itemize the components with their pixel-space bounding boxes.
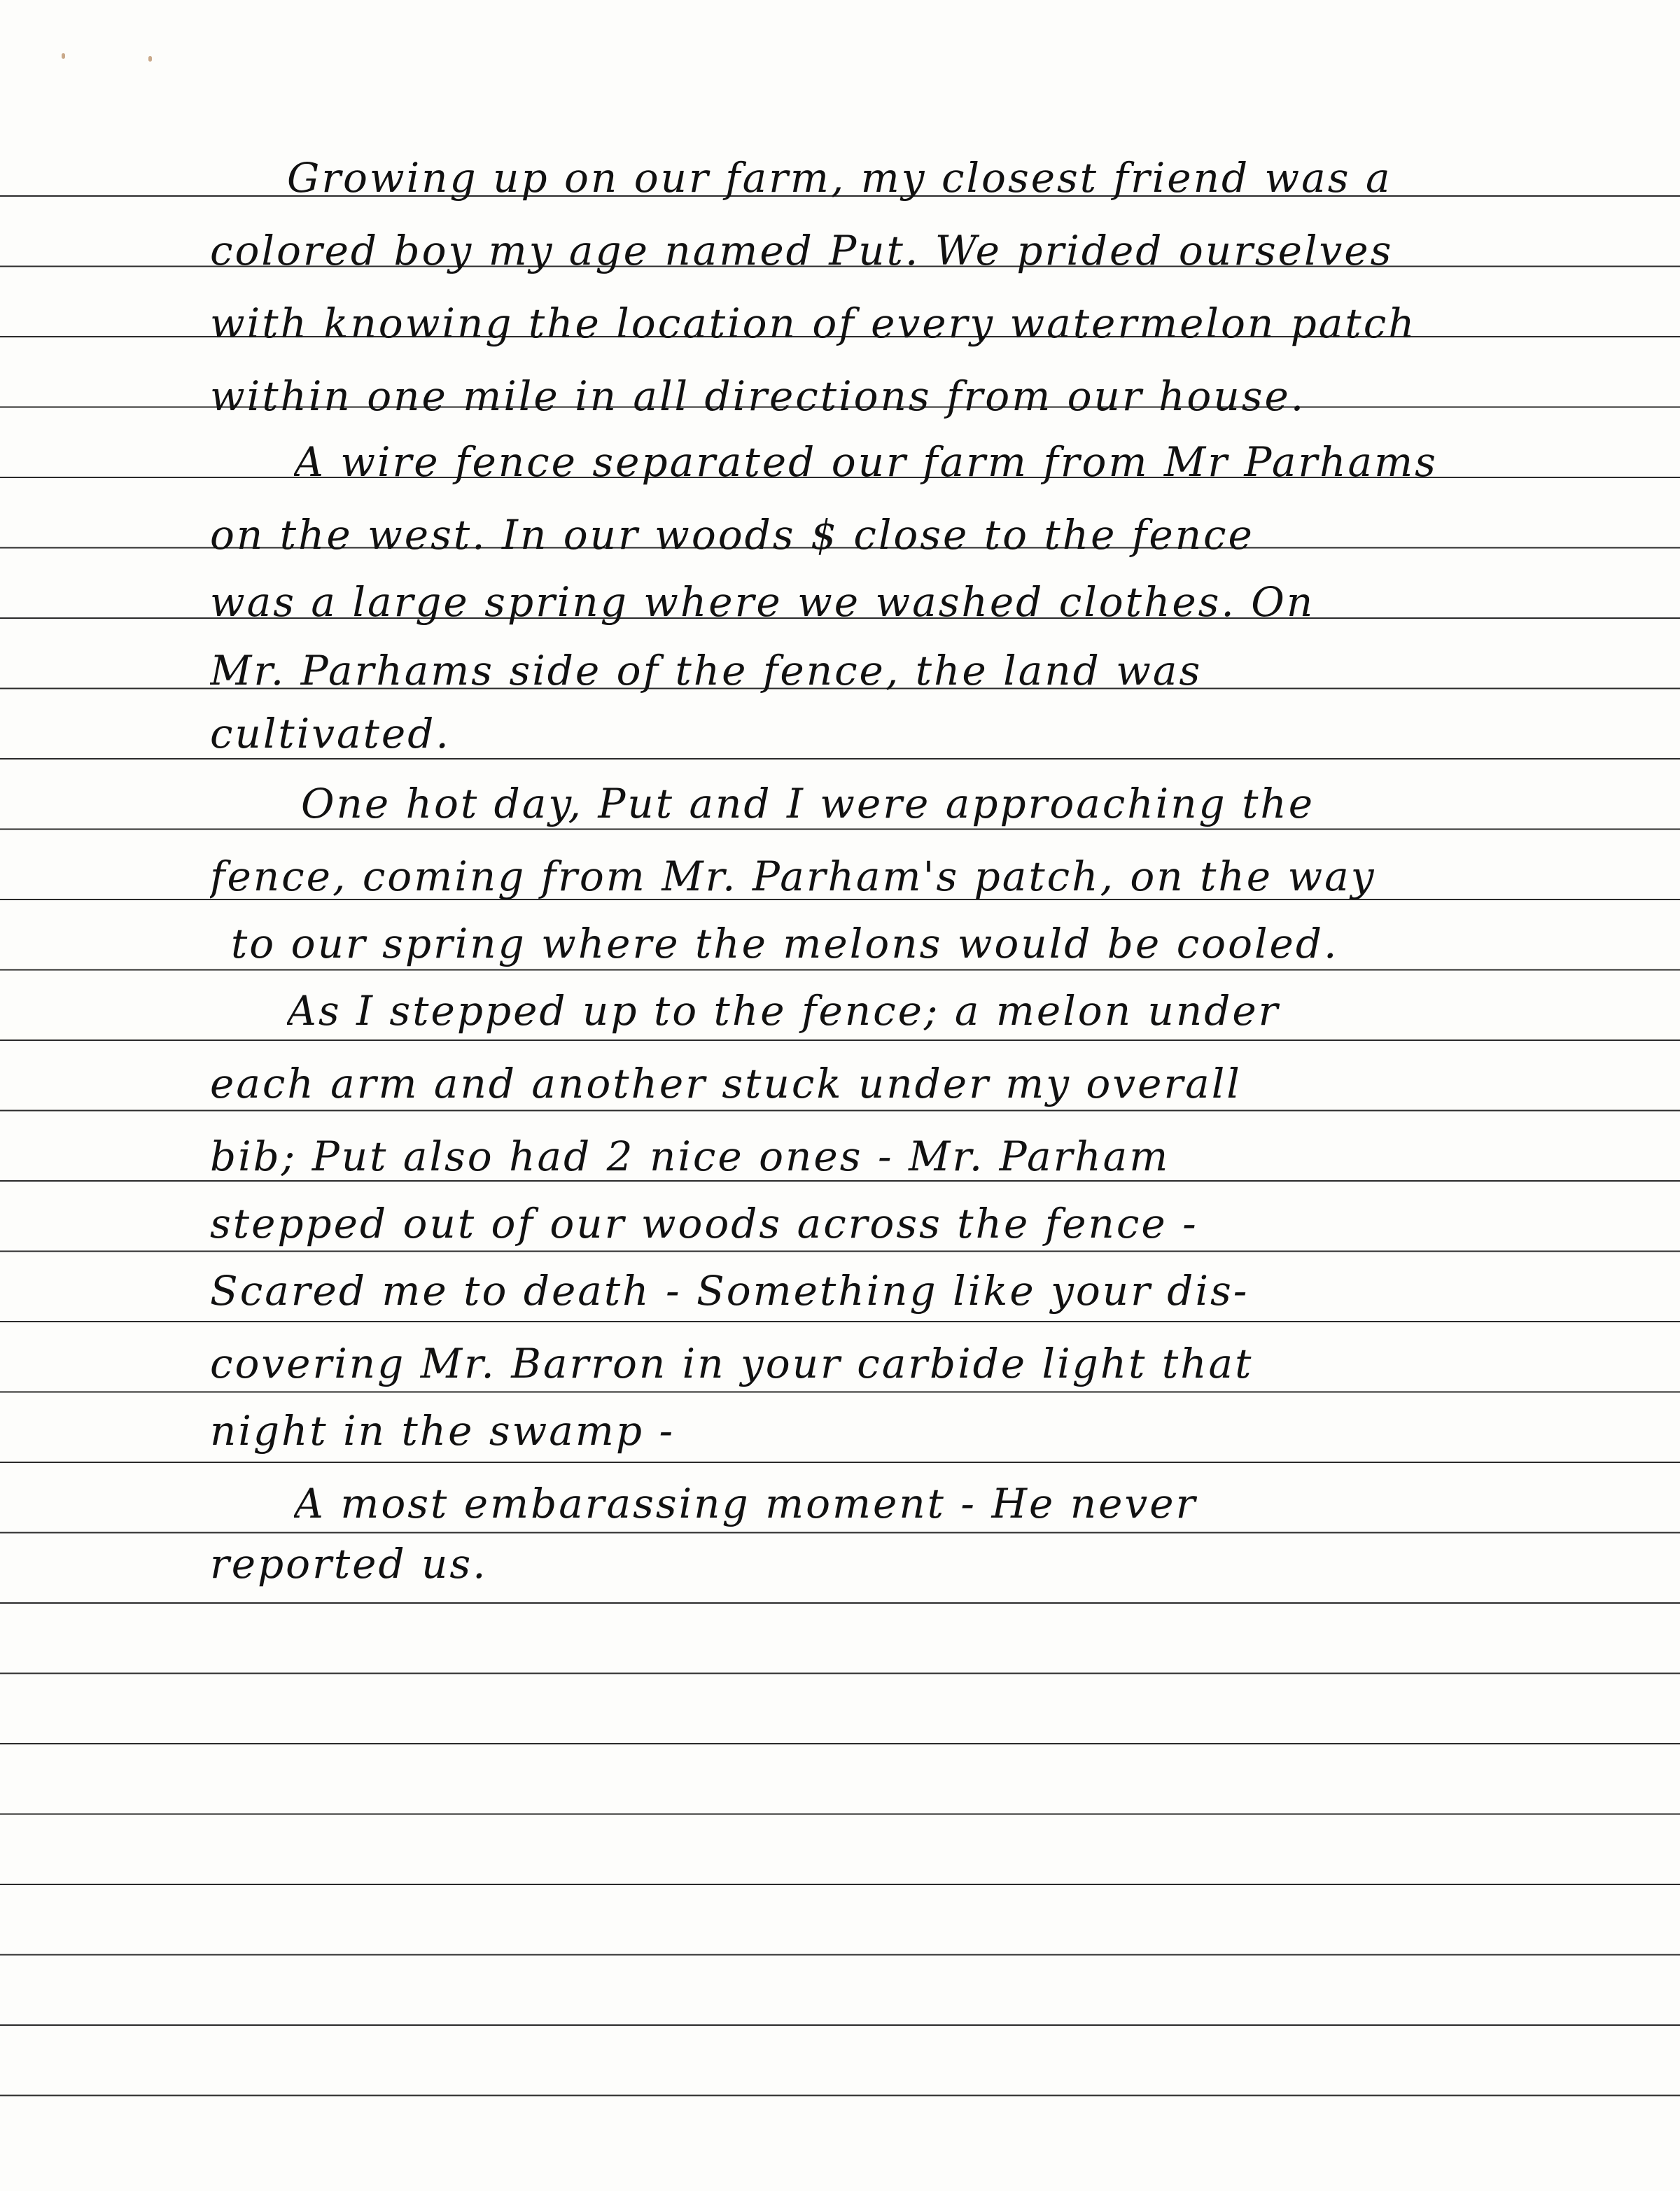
text-line: A most embarassing moment - He never [294,1480,1198,1527]
text-line: Mr. Parhams side of the fence, the land was [210,647,1203,694]
text-line: was a large spring where we washed clothes. On [210,578,1315,626]
text-line: bib; Put also had 2 nice ones - Mr. Parham [210,1133,1170,1180]
text-line: cultivated. [210,710,451,757]
text-line: A wire fence separated our farm from Mr Parhams [294,438,1438,486]
text-line: fence, coming from Mr. Parham's patch, on the way [210,853,1376,900]
text-line: One hot day, Put and I were approaching the [301,780,1315,827]
text-line: colored boy my age named Put. We prided ourselves [210,227,1394,274]
text-line: As I stepped up to the fence; a melon under [287,987,1280,1035]
text-line: to our spring where the melons would be cooled. [231,920,1339,967]
text-line: stepped out of our woods across the fence - [210,1200,1198,1247]
text-line: within one mile in all directions from our house. [210,372,1306,420]
text-line: reported us. [210,1540,488,1588]
text-line: on the west. In our woods $ close to the fence [210,511,1254,559]
text-line: Growing up on our farm, my closest friend was a [287,154,1392,202]
text-line: Scared me to death - Something like your dis- [210,1267,1250,1315]
text-line: each arm and another stuck under my overall [210,1060,1242,1107]
text-line: night in the swamp - [210,1407,676,1455]
text-line: covering Mr. Barron in your carbide light that [210,1340,1254,1387]
text-line: with knowing the location of every watermelon patch [210,300,1417,347]
